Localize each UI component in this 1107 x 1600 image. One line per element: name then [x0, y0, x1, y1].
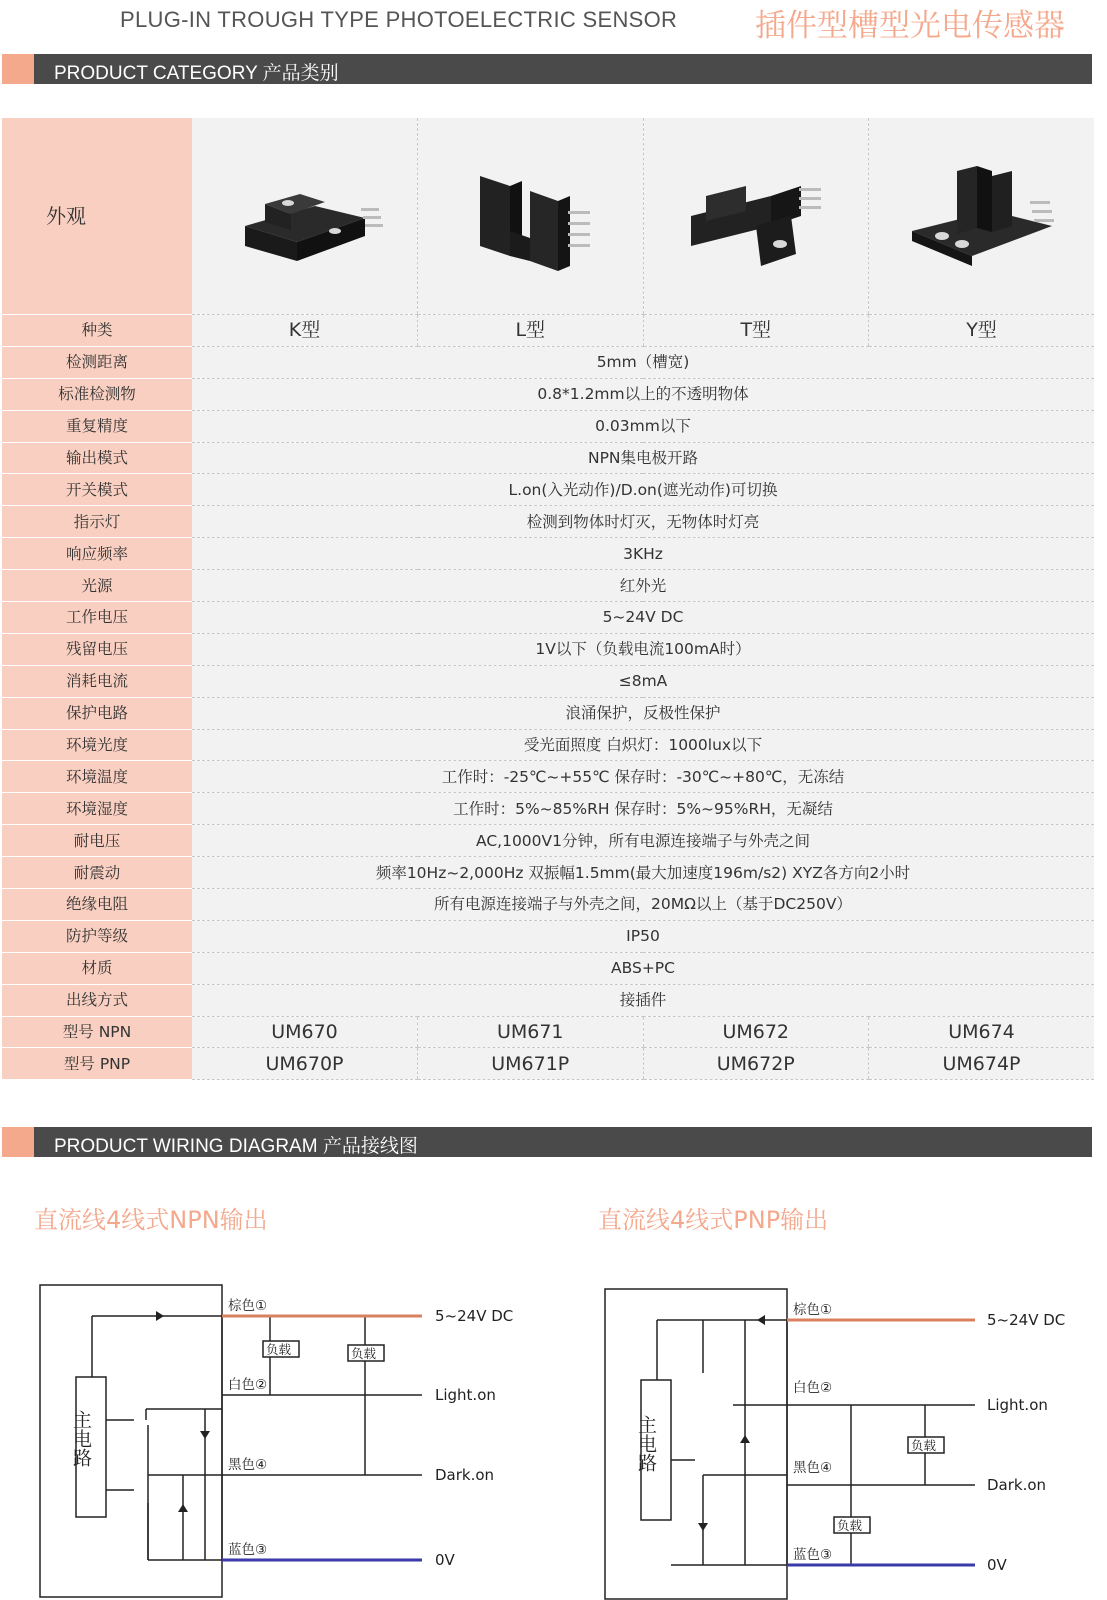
row-label: 光源: [2, 570, 192, 602]
model-cell: UM672P: [643, 1048, 869, 1080]
black-wire-label: 黑色④: [228, 1457, 268, 1473]
blue-wire-label: 蓝色③: [793, 1547, 833, 1563]
row-value: 所有电源连接端子与外壳之间，20MΩ以上（基于DC250V）: [192, 889, 1094, 921]
sensor-t-photo-icon: [676, 156, 836, 276]
spec-row: [2, 538, 1094, 570]
row-label: 种类: [2, 315, 192, 347]
photo-t-type: [643, 118, 869, 315]
spec-row: [2, 761, 1094, 793]
model-npn-row: [2, 1016, 1094, 1048]
white-wire-label: 白色②: [793, 1380, 833, 1396]
spec-row: [2, 729, 1094, 761]
sensor-y-photo-icon: [902, 156, 1062, 276]
spec-row: [2, 410, 1094, 442]
section-title: PRODUCT WIRING DIAGRAM 产品接线图: [54, 1136, 418, 1157]
load-label: 负载: [837, 1518, 863, 1533]
type-cell: L型: [418, 315, 644, 347]
row-label: 材质: [2, 952, 192, 984]
black-wire-label: 黑色④: [793, 1460, 833, 1476]
row-label: 保护电路: [2, 697, 192, 729]
sensor-l-photo-icon: [450, 156, 610, 276]
light-on-label: Light.on: [435, 1386, 496, 1404]
row-value: 3KHz: [192, 538, 1094, 570]
spec-table: [2, 118, 1094, 1080]
row-value: 浪涌保护，反极性保护: [192, 697, 1094, 729]
row-value: 检测到物体时灯灭，无物体时灯亮: [192, 506, 1094, 538]
dark-on-label: Dark.on: [435, 1466, 495, 1484]
spec-row: [2, 984, 1094, 1016]
model-cell: UM671: [418, 1016, 644, 1048]
type-cell: T型: [643, 315, 869, 347]
white-wire-label: 白色②: [228, 1377, 268, 1393]
row-label: 开关模式: [2, 474, 192, 506]
page-header: [0, 0, 1107, 44]
row-value: L.on(入光动作)/D.on(遮光动作)可切换: [192, 474, 1094, 506]
photo-k-type: [192, 118, 418, 315]
spec-row: [2, 346, 1094, 378]
sensor-k-photo-icon: [225, 156, 385, 276]
spec-row: [2, 633, 1094, 665]
row-value: 1V以下（负载电流100mA时）: [192, 633, 1094, 665]
row-value: 接插件: [192, 984, 1094, 1016]
spec-row: [2, 952, 1094, 984]
appearance-row: [2, 118, 1094, 315]
type-cell: Y型: [869, 315, 1095, 347]
main-circuit-label: 主电路: [70, 1410, 92, 1467]
sensor-body-outline: [605, 1289, 787, 1599]
row-value: ABS+PC: [192, 952, 1094, 984]
pnp-diagram-title: 直流线4线式PNP输出: [598, 1206, 829, 1234]
supply-label: 5~24V DC: [435, 1307, 514, 1325]
sensor-body-outline: [40, 1285, 222, 1597]
load-label: 负载: [351, 1346, 377, 1361]
section-bar-wiring: [2, 1127, 1092, 1157]
row-label: 指示灯: [2, 506, 192, 538]
spec-row: [2, 857, 1094, 889]
row-label: 外观: [2, 118, 192, 315]
row-label: 重复精度: [2, 410, 192, 442]
load-label: 负载: [911, 1438, 937, 1453]
row-label: 标准检测物: [2, 378, 192, 410]
model-cell: UM672: [643, 1016, 869, 1048]
spec-row: [2, 825, 1094, 857]
row-label: 消耗电流: [2, 665, 192, 697]
pnp-wiring-diagram: [595, 1265, 1095, 1600]
title-en: PLUG-IN TROUGH TYPE PHOTOELECTRIC SENSOR: [120, 7, 678, 32]
zero-v-label: 0V: [987, 1556, 1007, 1574]
brown-wire-label: 棕色①: [228, 1298, 268, 1314]
row-value: AC,1000V1分钟，所有电源连接端子与外壳之间: [192, 825, 1094, 857]
row-value: 工作时：5%~85%RH 保存时：5%~95%RH，无凝结: [192, 793, 1094, 825]
spec-row: [2, 474, 1094, 506]
type-row: [2, 315, 1094, 347]
row-label: 耐震动: [2, 857, 192, 889]
row-label: 检测距离: [2, 346, 192, 378]
spec-row: [2, 602, 1094, 634]
model-cell: UM670P: [192, 1048, 418, 1080]
row-label: 响应频率: [2, 538, 192, 570]
blue-wire-label: 蓝色③: [228, 1542, 268, 1558]
model-cell: UM674P: [869, 1048, 1095, 1080]
row-value: 5~24V DC: [192, 602, 1094, 634]
spec-row: [2, 665, 1094, 697]
model-cell: UM670: [192, 1016, 418, 1048]
row-value: ≤8mA: [192, 665, 1094, 697]
row-label: 环境湿度: [2, 793, 192, 825]
dark-on-label: Dark.on: [987, 1476, 1047, 1494]
section-bar-category: [2, 54, 1092, 84]
spec-row: [2, 697, 1094, 729]
title-cn: 插件型槽型光电传感器: [755, 8, 1065, 44]
spec-row: [2, 570, 1094, 602]
npn-diagram-title: 直流线4线式NPN输出: [34, 1206, 268, 1234]
row-label: 出线方式: [2, 984, 192, 1016]
model-cell: UM671P: [418, 1048, 644, 1080]
light-on-label: Light.on: [987, 1396, 1048, 1414]
row-label: 耐电压: [2, 825, 192, 857]
section-accent: [2, 54, 34, 84]
spec-row: [2, 920, 1094, 952]
diode-icon: [757, 1315, 765, 1325]
model-cell: UM674: [869, 1016, 1095, 1048]
row-label: 环境温度: [2, 761, 192, 793]
section-title: PRODUCT CATEGORY 产品类别: [54, 63, 339, 84]
row-value: 频率10Hz~2,000Hz 双振幅1.5mm(最大加速度196m/s2) XYZ各方向2小时: [192, 857, 1094, 889]
row-value: NPN集电极开路: [192, 442, 1094, 474]
row-value: 0.03mm以下: [192, 410, 1094, 442]
row-value: 红外光: [192, 570, 1094, 602]
spec-row: [2, 889, 1094, 921]
model-pnp-row: [2, 1048, 1094, 1080]
spec-row: [2, 378, 1094, 410]
section-accent: [2, 1127, 34, 1157]
row-label: 型号 NPN: [2, 1016, 192, 1048]
diode-icon: [156, 1311, 164, 1321]
row-label: 输出模式: [2, 442, 192, 474]
row-value: 工作时：-25℃~+55℃ 保存时：-30℃~+80℃，无冻结: [192, 761, 1094, 793]
load-label: 负载: [266, 1342, 292, 1357]
spec-row: [2, 793, 1094, 825]
row-label: 绝缘电阻: [2, 889, 192, 921]
main-circuit-label: 主电路: [635, 1415, 657, 1472]
supply-label: 5~24V DC: [987, 1311, 1066, 1329]
row-label: 型号 PNP: [2, 1048, 192, 1080]
row-label: 防护等级: [2, 920, 192, 952]
row-value: 5mm（槽宽): [192, 346, 1094, 378]
spec-row: [2, 506, 1094, 538]
row-label: 环境光度: [2, 729, 192, 761]
row-value: IP50: [192, 920, 1094, 952]
photo-y-type: [869, 118, 1095, 315]
zero-v-label: 0V: [435, 1551, 455, 1569]
spec-row: [2, 442, 1094, 474]
row-label: 工作电压: [2, 602, 192, 634]
photo-l-type: [418, 118, 644, 315]
npn-wiring-diagram: [30, 1265, 550, 1600]
type-cell: K型: [192, 315, 418, 347]
brown-wire-label: 棕色①: [793, 1302, 833, 1318]
row-label: 残留电压: [2, 633, 192, 665]
row-value: 受光面照度 白炽灯：1000lux以下: [192, 729, 1094, 761]
row-value: 0.8*1.2mm以上的不透明物体: [192, 378, 1094, 410]
